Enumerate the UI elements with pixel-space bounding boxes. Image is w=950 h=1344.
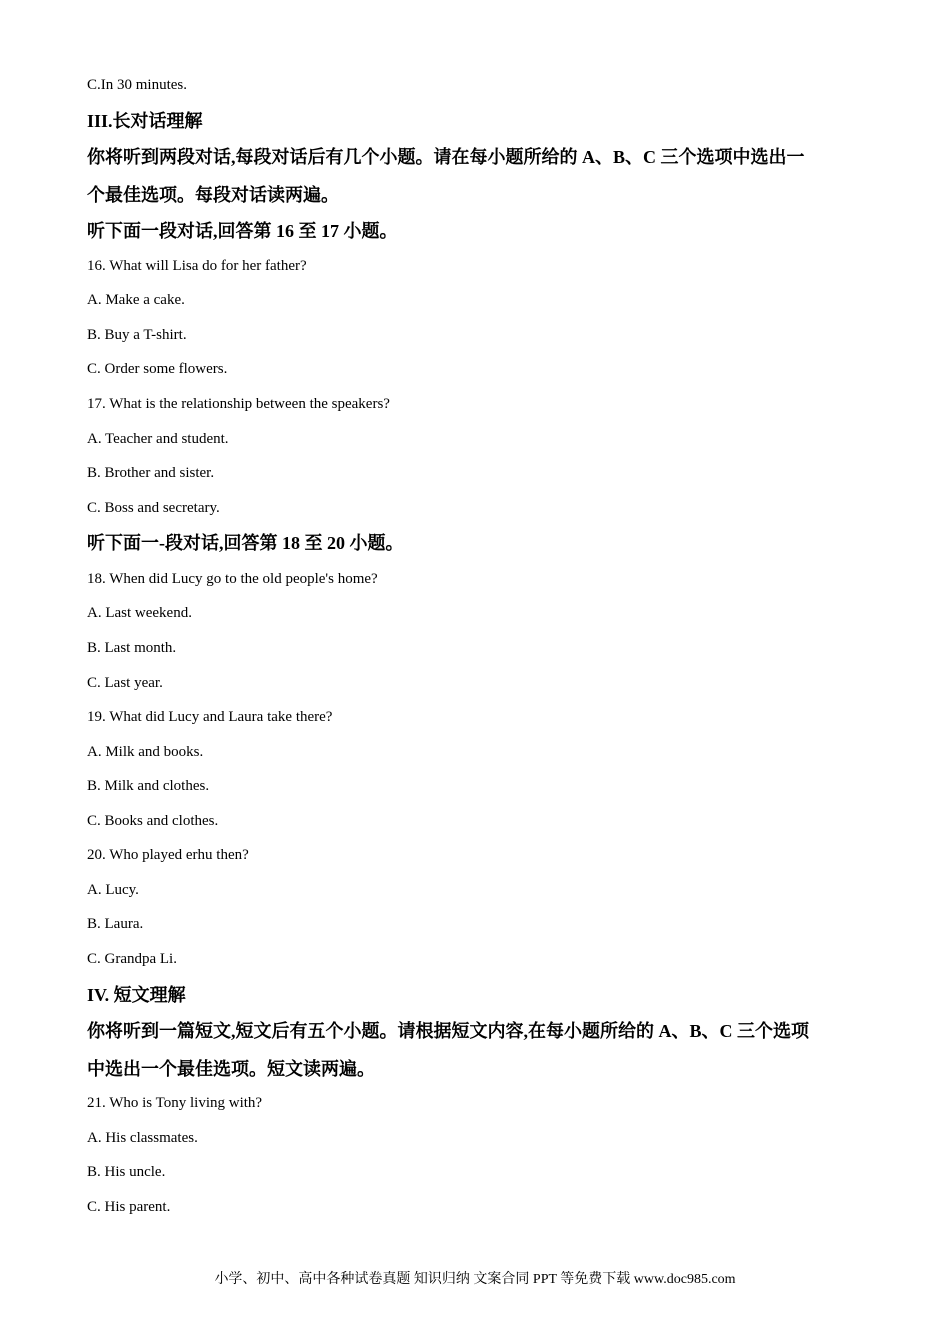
question-16-option-b: B. Buy a T-shirt. bbox=[87, 327, 187, 343]
question-21-option-b: B. His uncle. bbox=[87, 1164, 166, 1180]
question-18-option-c: C. Last year. bbox=[87, 675, 163, 691]
question-21-option-c: C. His parent. bbox=[87, 1199, 171, 1215]
question-19-option-b: B. Milk and clothes. bbox=[87, 778, 210, 794]
question-19-option-a: A. Milk and books. bbox=[87, 744, 204, 760]
question-16-option-a: A. Make a cake. bbox=[87, 292, 185, 308]
question-17-option-b: B. Brother and sister. bbox=[87, 465, 215, 481]
question-16-option-c: C. Order some flowers. bbox=[87, 361, 228, 377]
question-18-option-a: A. Last weekend. bbox=[87, 605, 192, 621]
section-iii-heading: III.长对话理解 bbox=[87, 111, 203, 131]
section-iv-instruction-line-2: 中选出一个最佳选项。短文读两遍。 bbox=[87, 1059, 375, 1079]
question-18: 18. When did Lucy go to the old people's home? bbox=[87, 571, 378, 587]
question-17-option-c: C. Boss and secretary. bbox=[87, 500, 220, 516]
section-iv-heading: IV. 短文理解 bbox=[87, 985, 186, 1005]
question-20-option-c: C. Grandpa Li. bbox=[87, 951, 177, 967]
question-20: 20. Who played erhu then? bbox=[87, 847, 249, 863]
question-21: 21. Who is Tony living with? bbox=[87, 1095, 263, 1111]
section-iii-instruction-line-1: 你将听到两段对话,每段对话后有几个小题。请在每小题所给的 A、B、C 三个选项中选出一 bbox=[87, 147, 805, 167]
question-15-option-c: C.In 30 minutes. bbox=[87, 77, 187, 93]
dialogue-2-instruction: 听下面一-段对话,回答第 18 至 20 小题。 bbox=[87, 533, 404, 553]
section-iii-instruction-line-2: 个最佳选项。每段对话读两遍。 bbox=[87, 185, 339, 205]
question-20-option-b: B. Laura. bbox=[87, 916, 144, 932]
section-iv-instruction-line-1: 你将听到一篇短文,短文后有五个小题。请根据短文内容,在每小题所给的 A、B、C 三个选项 bbox=[87, 1021, 809, 1041]
question-21-option-a: A. His classmates. bbox=[87, 1130, 198, 1146]
question-18-option-b: B. Last month. bbox=[87, 640, 177, 656]
question-19: 19. What did Lucy and Laura take there? bbox=[87, 709, 333, 725]
page-footer: 小学、初中、高中各种试卷真题 知识归纳 文案合同 PPT 等免费下载 www.doc985.com bbox=[214, 1272, 736, 1287]
question-19-option-c: C. Books and clothes. bbox=[87, 813, 219, 829]
question-20-option-a: A. Lucy. bbox=[87, 882, 139, 898]
dialogue-1-instruction: 听下面一段对话,回答第 16 至 17 小题。 bbox=[87, 221, 398, 241]
question-17-option-a: A. Teacher and student. bbox=[87, 431, 229, 447]
question-16: 16. What will Lisa do for her father? bbox=[87, 258, 307, 274]
question-17: 17. What is the relationship between the speakers? bbox=[87, 396, 390, 412]
